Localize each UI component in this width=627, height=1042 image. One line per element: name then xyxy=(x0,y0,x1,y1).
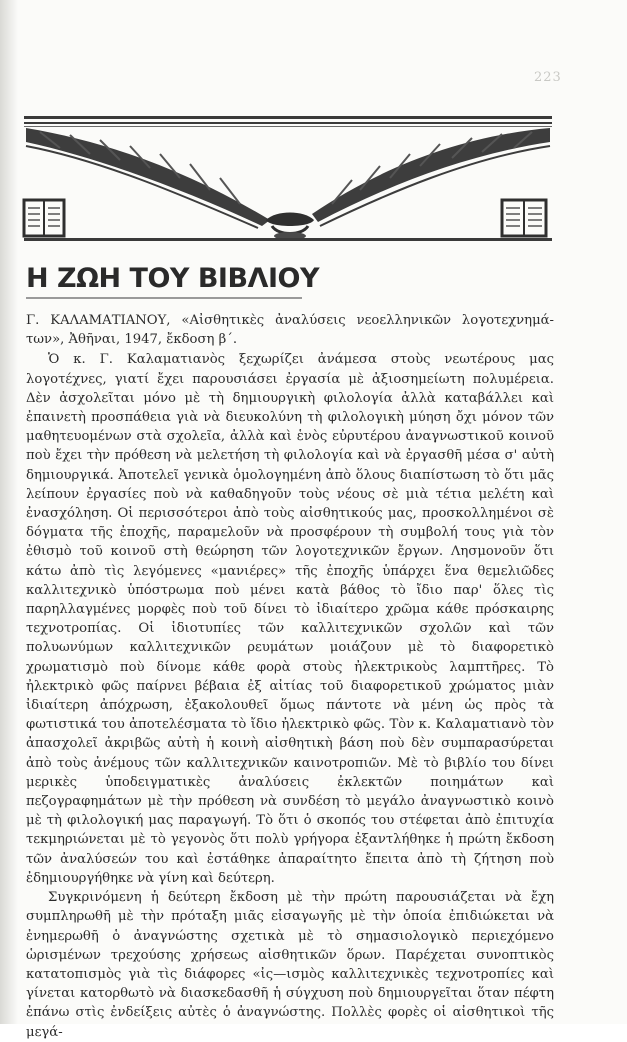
right-wing-icon xyxy=(312,128,550,226)
article-paragraph: Συγκρινόμενη ἡ δεύτερη ἔκδοση μὲ τὴν πρώτη παρουσιάζεται νὰ ἔχη συμπληρωθῆ μὲ τὴν πρόταξη μιᾶς εἰσαγωγῆς μὲ τὴν ὁποία ἐπιδιώκεται νὰ ἐνημερωθῆ ὁ ἀναγνώστης σχετικὰ μὲ τὸ σημασιολογικὸ περιεχόμενο ὡρισμένων τρεχούσης χρήσεως αἰσθητικῶν ὅρων. Παρέχεται συνοπτικὸς κατατοπισμὸς γιὰ τὶς διάφορες «ἰς—ισμὸς καλλιτεχνικὲς τεχνοτροπίες καὶ γίνεται κατορθωτὸ νὰ διασκεδασθῆ ἡ σύγχυση ποὺ δημιουργεῖται ὅταν πέφτη ἐπάνω στὶς ἐνδείξεις αὐτὲς ὁ ἀναγνώστης. Πολλὲς φορὲς οἱ αἰσθητικοὶ τῆς μεγά- xyxy=(26,890,554,1040)
lamp-icon xyxy=(266,213,314,241)
page-number: 223 xyxy=(534,70,562,85)
page-margin-shadow xyxy=(0,0,18,1024)
left-book-icon xyxy=(24,200,64,236)
review-article xyxy=(26,311,554,1042)
right-book-icon xyxy=(502,200,546,236)
section-title-underline xyxy=(26,297,302,299)
article-paragraph: Ὁ κ. Γ. Καλαματιανὸς ξεχωρίζει ἀνάμεσα στοὺς νεωτέρους μας λογοτέχνες, γιατί ἔχει παρουσιάσει ἐργασία μὲ ἀξιοσημείωτη πολυμέρεια. Δὲν ἀσχολεῖται μόνο μὲ τὴ δημιουργικὴ φιλολογία ἀλλὰ καταβάλλει καὶ ἐπαινετὴ προσπάθεια γιὰ νὰ διευκολύνη τὴ φιλολογικὴ μύηση ὄχι μόνον τῶν μαθητευομένων στὰ σχολεῖα, ἀλλὰ καὶ ἑνὸς εὐρυτέρου ἀναγνωστικοῦ κοινοῦ ποὺ ἔχει τὴν πρόθεση νὰ μελετήση τὴ φιλολογία καὶ νὰ ἐργασθῆ μέσα σ' αὐτὴ δημιουργικά. Ἀποτελεῖ γενικὰ ὁμολογημένη ἀπὸ ὅλους διαπίστωση τὸ ὅτι μᾶς λείπουν ἐργασίες ποὺ νὰ καθαδηγοῦν τοὺς νέους σὲ μιὰ τέτια μελέτη καὶ ἐνασχόληση. Οἱ περισσότεροι ἀπὸ τοὺς αἰσθητικούς μας, προσκολλημένοι σὲ δόγματα τῆς ἐποχῆς, παραμελοῦν νὰ προσφέρουν τὴ συμβολή τους γιὰ τὸν ἐθισμὸ τοῦ κοινοῦ στὴ θεώρηση τῶν λογοτεχνικῶν ἔργων. Λησμονοῦν ὅτι κάτω ἀπὸ τὶς λεγόμενες «μανιέρες» τῆς ἐποχῆς ὑπάρχει ἕνα θεμελιῶδες καλλιτεχνικὸ ὑπόστρωμα ποὺ μένει κατὰ βάθος τὸ ἴδιο παρ' ὅλες τὶς παρηλλαγμένες μορφὲς ποὺ τοῦ δίνει τὸ ἰδιαίτερο χρῶμα κάθε πρόσκαιρης τεχνοτροπίας. Οἱ ἰδιοτυπίες τῶν καλλιτεχνικῶν σχολῶν καὶ τῶν πολυωνύμων καλλιτεχνικῶν ρευμάτων μοιάζουν μὲ τὸ διαφορετικὸ χρωματισμὸ ποὺ δίνομε κάθε φορὰ στοὺς ἠλεκτρικοὺς λαμπτῆρες. Τὸ ἠλεκτρικὸ φῶς παίρνει βέβαια ἐξ αἰτίας τοῦ διαφορετικοῦ χρώματος μιὰν ἰδιαίτερη ἀπόχρωση, ἐξακολουθεῖ ὅμως πάντοτε νὰ μένη ὡς πρὸς τὰ φωτιστικά του ἀποτελέσματα τὸ ἴδιο ἠλεκτρικὸ φῶς. Τὸν κ. Καλαματιανὸ τὸν ἀπασχολεῖ ἀκριβῶς αὐτὴ ἡ κοινὴ αἰσθητικὴ βάση ποὺ δὲν συμπαρασύρεται ἀπὸ τοὺς ἀνέμους τῶν καλλιτεχνικῶν καινοτροπιῶν. Μὲ τὸ βιβλίο του δίνει μερικὲς ὑποδειγματικὲς ἀναλύσεις ἐκλεκτῶν ποιημάτων καὶ πεζογραφημάτων μὲ τὴν πρόθεση νὰ συνδέση τὸ μεγάλο ἀναγνωστικὸ κοινὸ μὲ τὴ φιλολογική μας παραγωγή. Τὸ ὅτι ὁ σκοπός του στέφεται ἀπὸ ἐπιτυχία τεκμηριώνεται μὲ τὸ γεγονὸς ὅτι πολὺ γρήγορα ἐξαντλήθηκε ἡ πρώτη ἔκδοση τῶν ἀναλύσεών του καὶ ἐστάθηκε ἀπαραίτητο ἔπειτα ἀπὸ τὴ ζήτηση ποὺ ἐδημιουργήθηκε νὰ γίνη καὶ δεύτερη. xyxy=(26,352,554,886)
section-header-ornament xyxy=(20,102,556,252)
book-citation: Γ. ΚΑΛΑΜΑΤΙΑΝΟΥ, «Αἰσθητικὲς ἀναλύσεις νεοελληνικῶν λογοτεχνημά-των», Ἀθῆναι, 1947, ἔκδοση β΄. xyxy=(26,313,554,348)
section-title: Η ΖΩΗ ΤΟΥ ΒΙΒΛΙΟΥ xyxy=(26,263,319,294)
